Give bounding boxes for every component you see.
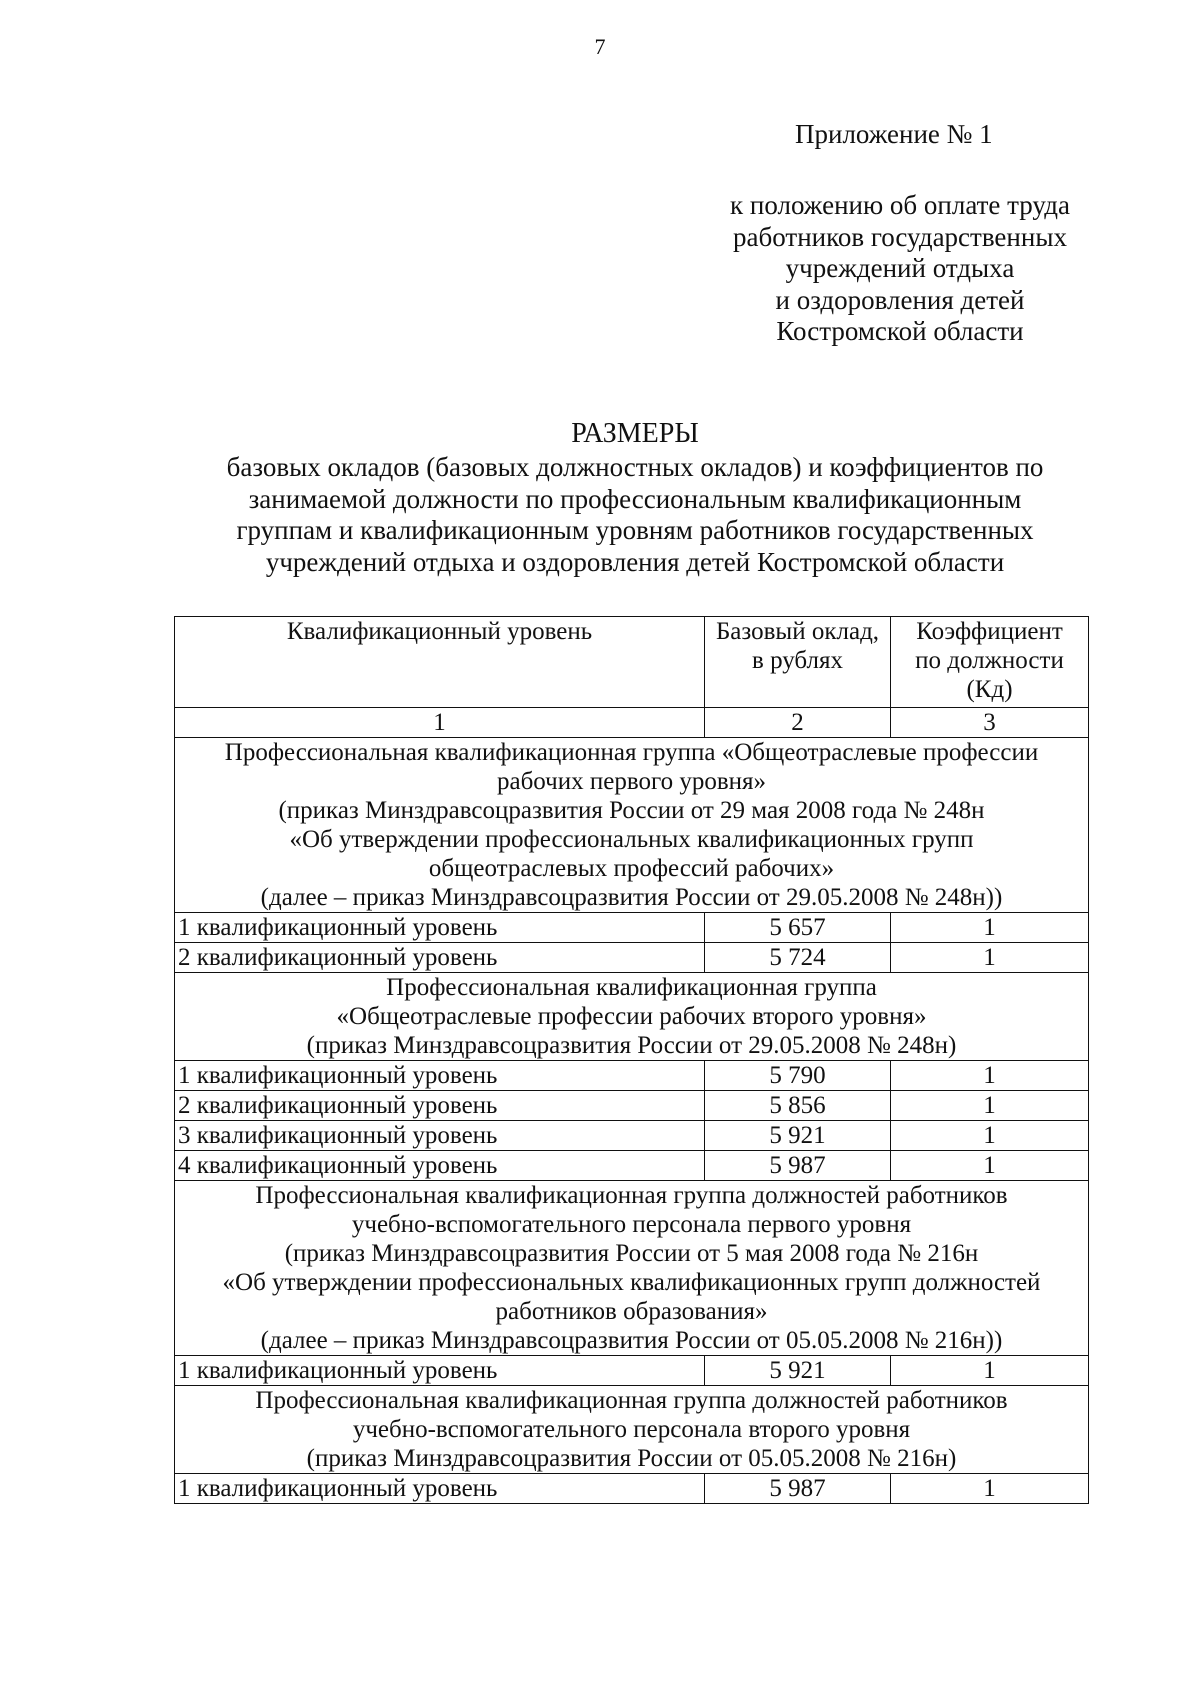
group-title-line: Профессиональная квалификационная группа [386,974,877,1001]
group-title-row [175,1386,1089,1474]
coefficient-cell: 1 [891,913,1089,943]
level-cell: 1 квалификационный уровень [175,1356,705,1386]
coefficient-cell: 1 [891,1091,1089,1121]
coefficient-cell: 1 [891,1151,1089,1181]
salary-cell: 5 790 [705,1061,891,1091]
group-title-row [175,1181,1089,1356]
level-cell: 2 квалификационный уровень [175,943,705,973]
table-row [175,913,1089,943]
group-title-line: (приказ Минздравсоцразвития России от 05.05.2008 № 216н) [306,1445,957,1472]
group-title-line: (приказ Минздравсоцразвития России от 29.05.2008 № 248н) [306,1032,957,1059]
level-cell: 2 квалификационный уровень [175,1091,705,1121]
header-level: Квалификационный уровень [175,617,705,708]
appendix-title: Приложение № 1 [795,119,993,149]
table-row [175,1061,1089,1091]
coefficient-cell: 1 [891,1474,1089,1504]
coefficient-cell: 1 [891,1356,1089,1386]
table-row [175,1091,1089,1121]
header-coefficient-line: по должности [915,647,1064,674]
header-salary-line: в рублях [752,647,843,674]
column-number: 3 [891,708,1089,738]
salary-cell: 5 921 [705,1121,891,1151]
column-number-row [175,708,1089,738]
appendix-line: и оздоровления детей [775,284,1025,315]
table-header-row [175,617,1089,708]
coefficient-cell: 1 [891,943,1089,973]
group-title-row [175,738,1089,913]
document-subheading [160,452,1110,578]
column-number: 2 [705,708,891,738]
group-title-line: (приказ Минздравсоцразвития России от 5 мая 2008 года № 216н [284,1240,979,1267]
group-title-line: «Общеотраслевые профессии рабочих второго уровня» [336,1003,927,1030]
group-title-line: работников образования» [495,1298,768,1325]
level-cell: 4 квалификационный уровень [175,1151,705,1181]
level-cell: 1 квалификационный уровень [175,1474,705,1504]
table-row [175,1121,1089,1151]
salary-cell: 5 657 [705,913,891,943]
salary-cell: 5 987 [705,1151,891,1181]
table-row [175,1356,1089,1386]
appendix-line: учреждений отдыха [785,253,1015,283]
coefficient-cell: 1 [891,1121,1089,1151]
salary-table-body [175,617,1089,1504]
group-title-line: Профессиональная квалификационная группа должностей работников [255,1387,1008,1414]
group-title [175,973,1089,1061]
table-row [175,943,1089,973]
column-number: 1 [175,708,705,738]
salary-cell: 5 987 [705,1474,891,1504]
table-row [175,1474,1089,1504]
group-title-line: Профессиональная квалификационная группа «Общеотраслевые профессии [224,739,1039,766]
salary-cell: 5 856 [705,1091,891,1121]
header-coefficient [891,617,1089,708]
group-title-line: (приказ Минздравсоцразвития России от 29 мая 2008 года № 248н [278,797,985,824]
header-coefficient-line: (Кд) [966,676,1013,703]
salary-table [174,616,1089,1504]
header-coefficient-line: Коэффициент [916,618,1063,645]
appendix-subtitle [700,190,1100,348]
coefficient-cell: 1 [891,1061,1089,1091]
group-title [175,738,1089,913]
subheading-line: учреждений отдыха и оздоровления детей Костромской области [265,546,1005,577]
appendix-line: Костромской области [776,316,1024,346]
page-number: 7 [594,34,606,59]
group-title-line: «Об утверждении профессиональных квалификационных групп должностей [222,1269,1041,1296]
group-title [175,1181,1089,1356]
salary-cell: 5 724 [705,943,891,973]
level-cell: 3 квалификационный уровень [175,1121,705,1151]
group-title-line: Профессиональная квалификационная группа должностей работников [255,1182,1008,1209]
salary-cell: 5 921 [705,1356,891,1386]
appendix-line: к положению об оплате труда [730,190,1070,220]
group-title-line: учебно-вспомогательного персонала второго уровня [352,1416,911,1443]
header-salary-line: Базовый оклад, [715,618,880,645]
group-title-line: рабочих первого уровня» [496,768,767,795]
header-salary [705,617,891,708]
table-row [175,1151,1089,1181]
subheading-line: занимаемой должности по профессиональным квалификационным [248,483,1022,514]
appendix-line: работников государственных [733,221,1067,252]
group-title [175,1386,1089,1474]
level-cell: 1 квалификационный уровень [175,1061,705,1091]
subheading-line: базовых окладов (базовых должностных окладов) и коэффициентов по [226,452,1044,482]
group-title-line: общеотраслевых профессий рабочих» [428,855,835,882]
group-title-line: (далее – приказ Минздравсоцразвития России от 05.05.2008 № 216н)) [260,1327,1003,1354]
group-title-row [175,973,1089,1061]
level-cell: 1 квалификационный уровень [175,913,705,943]
document-heading: РАЗМЕРЫ [571,418,699,449]
subheading-line: группам и квалификационным уровням работников государственных [236,515,1034,545]
group-title-line: (далее – приказ Минздравсоцразвития России от 29.05.2008 № 248н)) [260,884,1003,911]
group-title-line: учебно-вспомогательного персонала первого уровня [351,1211,912,1238]
group-title-line: «Об утверждении профессиональных квалификационных групп [289,826,974,853]
